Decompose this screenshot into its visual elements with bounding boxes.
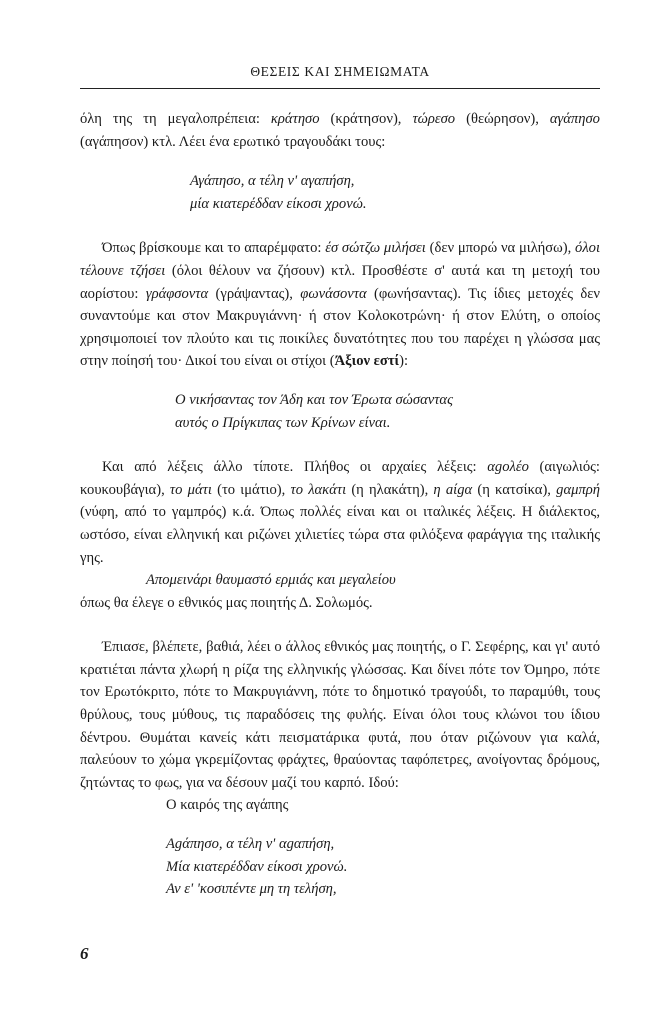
example-word: το λακάτι	[290, 481, 347, 498]
example-word: αγάπησο	[549, 111, 600, 127]
example-word: κράτησο	[270, 111, 320, 127]
paragraph-4: Έπιασε, βλέπετε, βαθιά, λέει ο άλλος εθνικός μας ποιητής, ο Γ. Σεφέρης, και γι' αυτό κρατιέται πάντα χλωρή η ρίζα της ελληνικής γλώσσας. Και δίνει πότε τον Όμηρο, πότε τον Ερωτόκριτο, πότε το Μακρυγιάννη, πότε το δημοτικό τραγούδι, το παραμύθι, τους θρύλους, τους μύθους, τις παραδόσεις της φυλής. Είναι όλοι τους κλώνοι του ίδιου δέντρου. Θυμάται κανείς κάτι πεισματάρικα φυτά, που όταν ριζώνουν για καλά, παλεύουν το χώμα γκρεμίζοντας φράχτες, θραύοντας ταφόπετρες, ανοίγοντας δρόμους, ζητώντας το φως, για να δέσουν μαζί του καρπό. Ιδού:	[80, 639, 600, 791]
verse-line: μία κιατερέδδαν είκοσι χρονώ.	[190, 195, 367, 212]
example-word: όλοι τέλουνε τζήσει	[80, 240, 601, 279]
page-number: 6	[80, 944, 89, 963]
page-body	[80, 108, 600, 901]
example-word: έσ σώτζω μιλήσει	[325, 240, 426, 257]
paragraph-3: Και από λέξεις άλλο τίποτε. Πλήθος οι αρχαίες λέξεις: αgολέο (αιγωλιός: κουκουβάγια), το μάτι (το ιμάτιο), το λακάτι (η ηλακάτη), η aίgα (η κατσίκα), gαμπρή (νύφη, από το γαμπρός) κ.ά. Όπως πολλές είναι και οι ιταλικές λέξεις. Η διάλεκτος, ωστόσο, είναι ελληνική και ριζώνει χιλιετίες τώρα στα φιλόξενα φαράγγια της ιταλικής γης.	[80, 459, 600, 566]
example-word: το μάτι	[169, 481, 212, 498]
paragraph-1: όλη της τη μεγαλοπρέπεια: κράτησο (κράτησον), τώρεσο (θεώρησον), αγάπησο (αγάπησον) κτλ. Λέει ένα ερωτικό τραγουδάκι τους:	[80, 111, 600, 150]
verse-line: Αν ε' 'κοσιπέντε μη τη τελήση,	[166, 881, 337, 898]
verse-line: Αγάπησο, α τέλη ν' αγαπήση,	[190, 173, 355, 190]
example-word: αgολέο	[487, 459, 529, 476]
verse-line: Μία κιατερέδδαν είκοσι χρονώ.	[166, 858, 348, 875]
poem-verse	[80, 833, 600, 901]
verse-quote-1	[80, 170, 600, 215]
running-head: ΘΕΣΕΙΣ ΚΑΙ ΣΗΜΕΙΩΜΑΤΑ	[250, 64, 430, 79]
work-title: Άξιον εστί	[334, 353, 400, 370]
verse-line: Ο νικήσαντας τον Άδη και τον Έρωτα σώσαντας	[175, 391, 454, 408]
example-word: gαμπρή	[556, 481, 600, 498]
solomos-quote: Απομεινάρι θαυμαστό ερμιάς και μεγαλείου	[146, 572, 396, 589]
header-rule	[80, 88, 600, 89]
verse-line: αυτός ο Πρίγκιπας των Κρίνων είναι.	[175, 414, 391, 431]
paragraph-2: Όπως βρίσκουμε και το απαρέμφατο: έσ σώτζω μιλήσει (δεν μπορώ να μιλήσω), όλοι τέλουνε τζήσει (όλοι θέλουν να ζήσουν) κτλ. Προσθέστε σ' αυτά και τη μετοχή του αορίστου: γράφσοντα (γράψαντας), φωνάσοντα (φωνήσαντας). Τις ίδιες μετοχές δεν συναντούμε και στον Μακρυγιάννη· ή στον Κολοκοτρώνη· ή στον Ελύτη, ο οποίος χρησιμοποιεί τον πλούτο και τις ποικίλες δυνατότητες που του παρέχει η γλώσσα μας στην ποίησή του· Δικοί του είναι οι στίχοι (Άξιον εστί):	[80, 240, 601, 370]
verse-line: Αgάπησο, α τέλη ν' αgαπήση,	[166, 836, 335, 853]
example-word: φωνάσοντα	[300, 285, 367, 302]
example-word: η aίgα	[433, 481, 473, 498]
verse-quote-2	[80, 389, 600, 434]
example-word: τώρεσο	[412, 111, 456, 127]
example-word: γράφσοντα	[145, 285, 209, 302]
poem-title: Ο καιρός της αγάπης	[166, 797, 289, 814]
solomos-attribution: όπως θα έλεγε ο εθνικός μας ποιητής Δ. Σολωμός.	[80, 594, 373, 611]
